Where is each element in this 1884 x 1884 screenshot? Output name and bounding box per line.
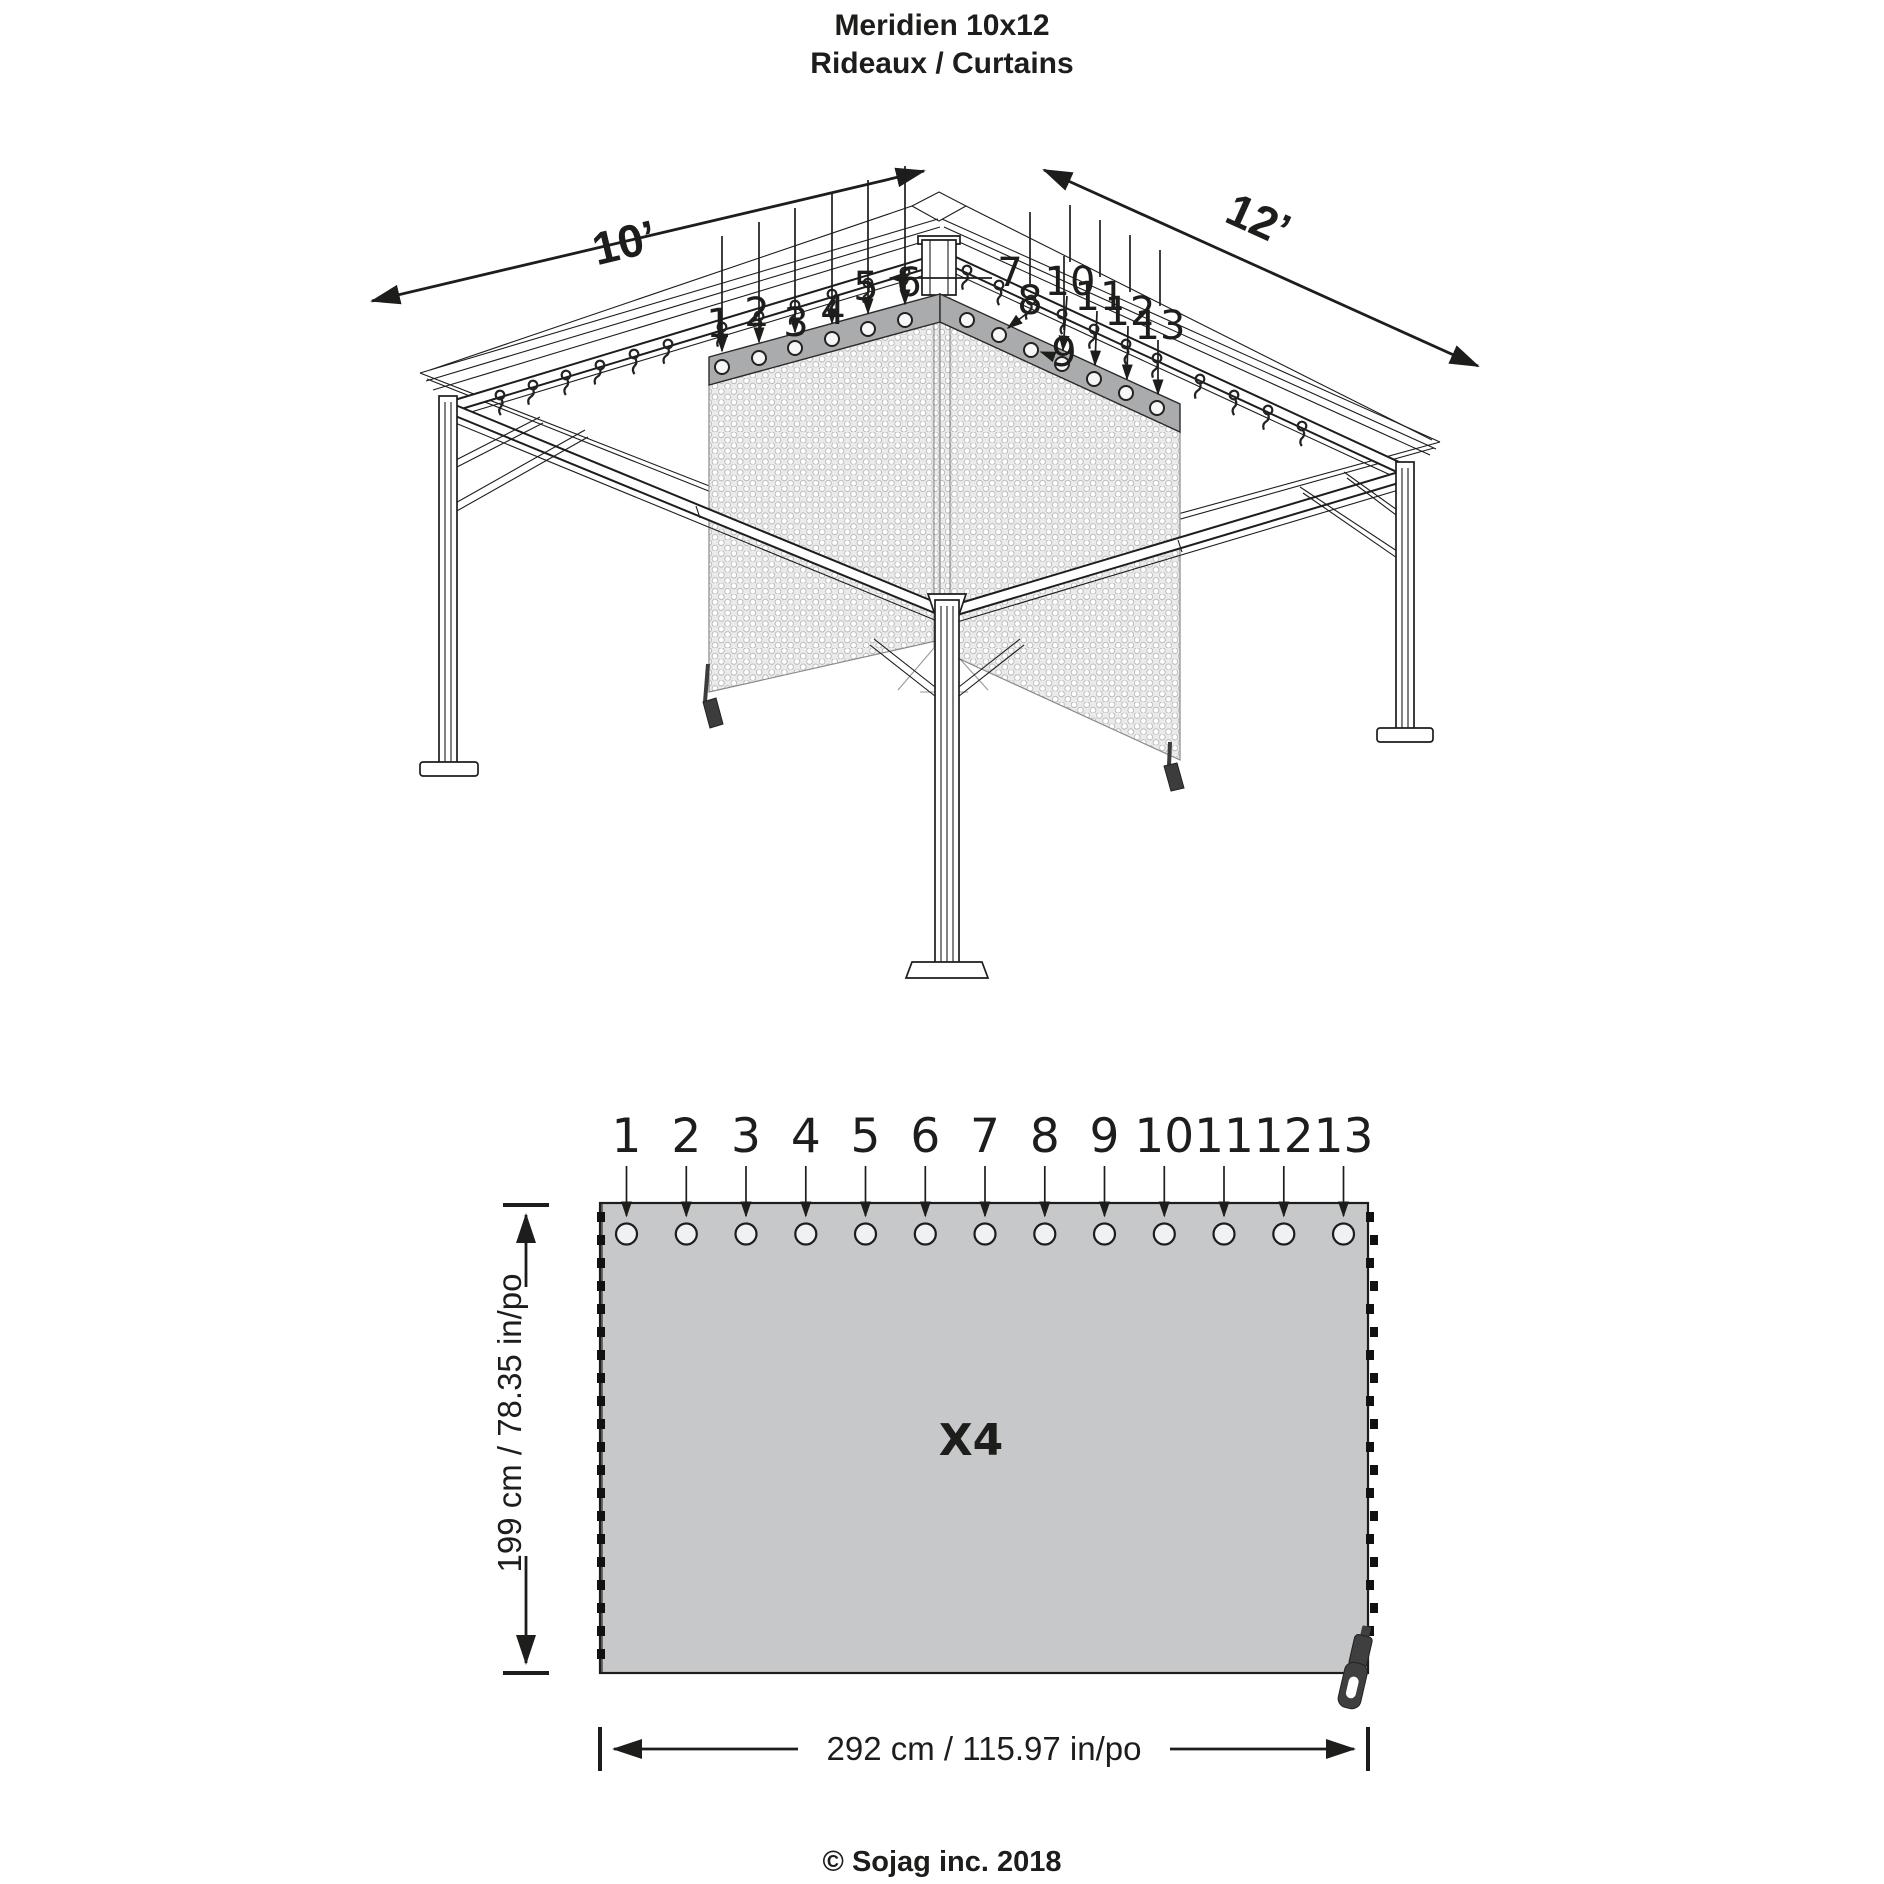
curtain-tie-strap bbox=[705, 664, 708, 702]
panel-grommet-label-1: 1 bbox=[611, 1109, 642, 1164]
panel-grommet-label-5: 5 bbox=[850, 1109, 881, 1164]
post-foot-plate bbox=[906, 962, 988, 978]
panel-height-label: 199 cm / 78.35 in/po bbox=[491, 1273, 528, 1573]
curtain-tie-strap bbox=[1169, 742, 1170, 766]
panel-grommet-label-3: 3 bbox=[731, 1109, 761, 1164]
gazebo-grommet-label-10: 10 bbox=[1044, 259, 1096, 305]
gazebo-grommet-label-9: 9 bbox=[1051, 330, 1077, 376]
panel-grommet-label-6: 6 bbox=[910, 1109, 941, 1164]
panel-right-zipper-edge bbox=[1366, 1203, 1378, 1673]
panel-quantity-label: X4 bbox=[938, 1415, 1004, 1466]
gazebo-grommet-label-8: 8 bbox=[1017, 278, 1043, 324]
dim-12ft-label: 12’ bbox=[1218, 182, 1299, 257]
gazebo-grommet-label-3: 3 bbox=[783, 300, 809, 346]
curtain-panel-diagram bbox=[491, 1109, 1378, 1771]
page-title-line1: Meridien 10x12 bbox=[834, 9, 1050, 42]
panel-grommet-callouts bbox=[612, 1109, 1374, 1216]
panel-width-dimension bbox=[600, 1727, 1368, 1771]
dimension-arrow-10ft bbox=[372, 171, 924, 301]
gazebo-grommet-label-7: 7 bbox=[997, 250, 1023, 296]
panel-grommet-label-10: 10 bbox=[1134, 1109, 1195, 1164]
gazebo-grommet-label-5: 5 bbox=[853, 264, 879, 310]
panel-grommet-label-11: 11 bbox=[1194, 1109, 1254, 1164]
panel-grommet-label-7: 7 bbox=[970, 1109, 1000, 1164]
gazebo-grommet-label-4: 4 bbox=[820, 288, 846, 334]
dim-10ft-label: 10’ bbox=[587, 209, 662, 276]
gazebo-grommet-label-6: 6 bbox=[896, 260, 922, 306]
page-title-line2: Rideaux / Curtains bbox=[810, 47, 1074, 80]
gazebo-post-right bbox=[1377, 462, 1433, 742]
back-post-top bbox=[918, 236, 960, 295]
panel-grommet-label-9: 9 bbox=[1089, 1109, 1120, 1164]
panel-height-dimension bbox=[491, 1205, 549, 1673]
gazebo-grommet-label-11: 11 bbox=[1074, 274, 1126, 320]
panel-grommet-label-12: 12 bbox=[1253, 1109, 1314, 1164]
post-foot-plate bbox=[1377, 728, 1433, 742]
gazebo-grommet-label-13: 13 bbox=[1134, 303, 1186, 349]
panel-grommet-label-4: 4 bbox=[790, 1109, 821, 1164]
panel-grommet-label-13: 13 bbox=[1313, 1109, 1374, 1164]
post-foot-plate bbox=[420, 762, 478, 776]
panel-grommet-label-8: 8 bbox=[1029, 1109, 1060, 1164]
copyright-notice: © Sojag inc. 2018 bbox=[822, 1846, 1062, 1878]
gazebo-grommet-label-12: 12 bbox=[1104, 289, 1156, 335]
gazebo-isometric-view bbox=[372, 166, 1478, 978]
gazebo-grommet-label-2: 2 bbox=[744, 290, 770, 336]
panel-grommet-label-2: 2 bbox=[671, 1109, 702, 1164]
gazebo-grommet-label-1: 1 bbox=[706, 301, 732, 347]
panel-width-label: 292 cm / 115.97 in/po bbox=[826, 1730, 1142, 1767]
